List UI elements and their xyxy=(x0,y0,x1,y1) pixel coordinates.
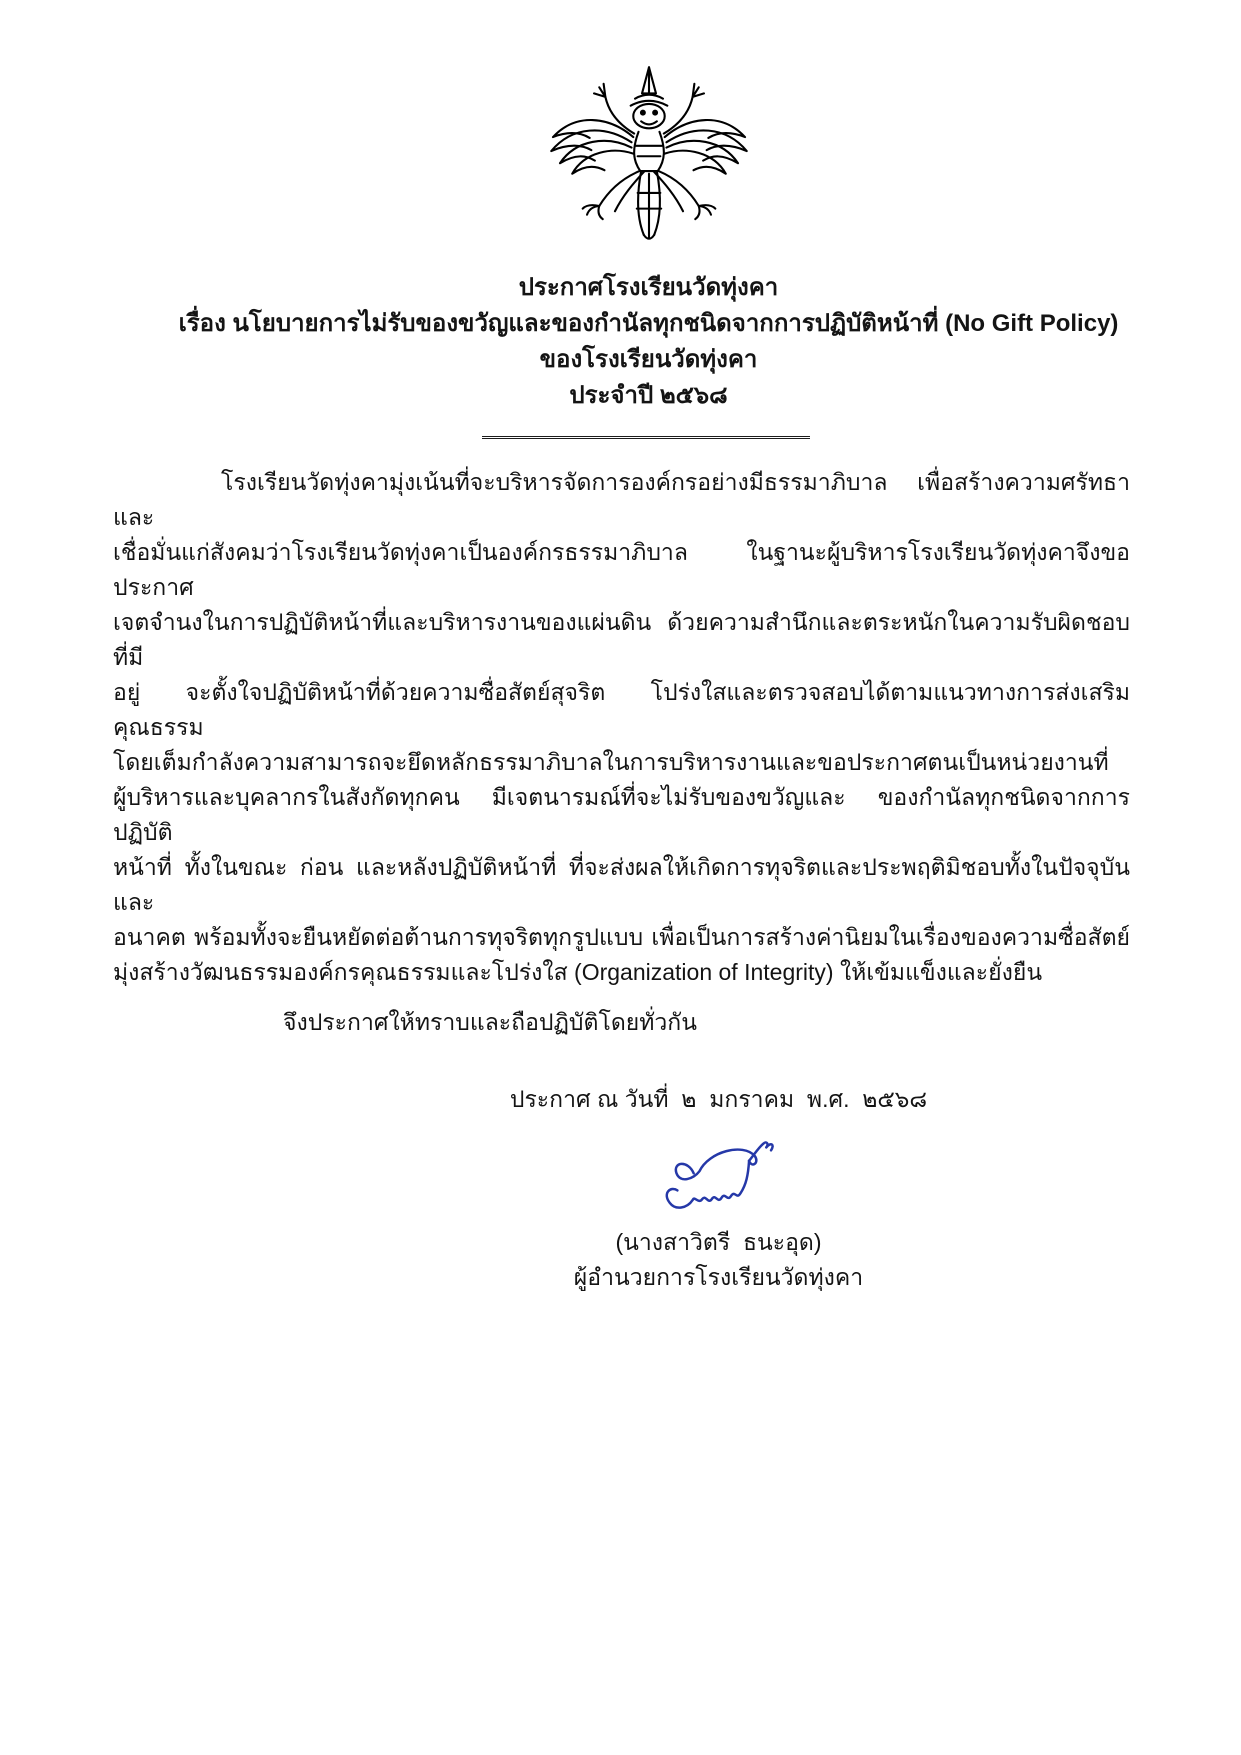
title-divider-rule xyxy=(482,436,810,439)
handwritten-signature-icon xyxy=(651,1135,786,1221)
body-line: โรงเรียนวัดทุ่งคามุ่งเน้นที่จะบริหารจัดการองค์กรอย่างมีธรรมาภิบาล เพื่อสร้างความศรัทธาและ xyxy=(113,469,1130,530)
emblem-container xyxy=(28,0,1241,254)
signer-name: (นางสาวิตรี ธนะอุด) xyxy=(615,1229,822,1255)
body-paragraph xyxy=(113,465,1130,990)
body-line: ผู้บริหารและบุคลากรในสังกัดทุกคน มีเจตนารมณ์ที่จะไม่รับของขวัญและ ของกำนัลทุกชนิดจากการปฏิบัติ xyxy=(113,784,1130,845)
document-title-block xyxy=(0,270,1241,414)
garuda-emblem-icon xyxy=(535,62,763,254)
body-line: อยู่ จะตั้งใจปฏิบัติหน้าที่ด้วยความซื่อสัตย์สุจริต โปร่งใสและตรวจสอบได้ตามแนวทางการส่งเสริมคุณธรรม xyxy=(113,679,1130,740)
closing-statement: จึงประกาศให้ทราบและถือปฏิบัติโดยทั่วกัน xyxy=(283,1009,697,1035)
body-line: เจตจำนงในการปฏิบัติหน้าที่และบริหารงานของแผ่นดิน ด้วยความสำนึกและตระหนักในความรับผิดชอบที่มี xyxy=(113,609,1130,670)
announcement-title: ประกาศโรงเรียนวัดทุ่งคา xyxy=(518,274,779,301)
announcement-date: ประกาศ ณ วันที่ ๒ มกราคม พ.ศ. ๒๕๖๘ xyxy=(509,1086,928,1112)
signature-container xyxy=(98,1135,1241,1221)
announcement-year: ประจำปี ๒๕๖๘ xyxy=(569,382,728,409)
body-line: โดยเต็มกำลังความสามารถจะยึดหลักธรรมาภิบาลในการบริหารงานและขอประกาศตนเป็นหน่วยงานที่ xyxy=(113,749,1109,775)
announcement-org: ของโรงเรียนวัดทุ่งคา xyxy=(539,346,758,373)
body-line: มุ่งสร้างวัฒนธรรมองค์กรคุณธรรมและโปร่งใส (Organization of Integrity) ให้เข้มแข็งและยั่งยืน xyxy=(113,959,1043,985)
body-line: อนาคต พร้อมทั้งจะยืนหยัดต่อต้านการทุจริตทุกรูปแบบ เพื่อเป็นการสร้างค่านิยมในเรื่องของความซื่อสัตย์ xyxy=(113,924,1130,950)
signer-title: ผู้อำนวยการโรงเรียนวัดทุ่งคา xyxy=(573,1264,864,1290)
signature-block xyxy=(98,1082,1241,1295)
body-line: หน้าที่ ทั้งในขณะ ก่อน และหลังปฏิบัติหน้าที่ ที่จะส่งผลให้เกิดการทุจริตและประพฤติมิชอบทั้งในปัจจุบันและ xyxy=(113,854,1130,915)
body-line: เชื่อมั่นแก่สังคมว่าโรงเรียนวัดทุ่งคาเป็นองค์กรธรรมาภิบาล ในฐานะผู้บริหารโรงเรียนวัดทุ่งคาจึงขอประกาศ xyxy=(113,539,1130,600)
announcement-subject: เรื่อง นโยบายการไม่รับของขวัญและของกำนัลทุกชนิดจากการปฏิบัติหน้าที่ (No Gift Policy) xyxy=(178,310,1119,337)
